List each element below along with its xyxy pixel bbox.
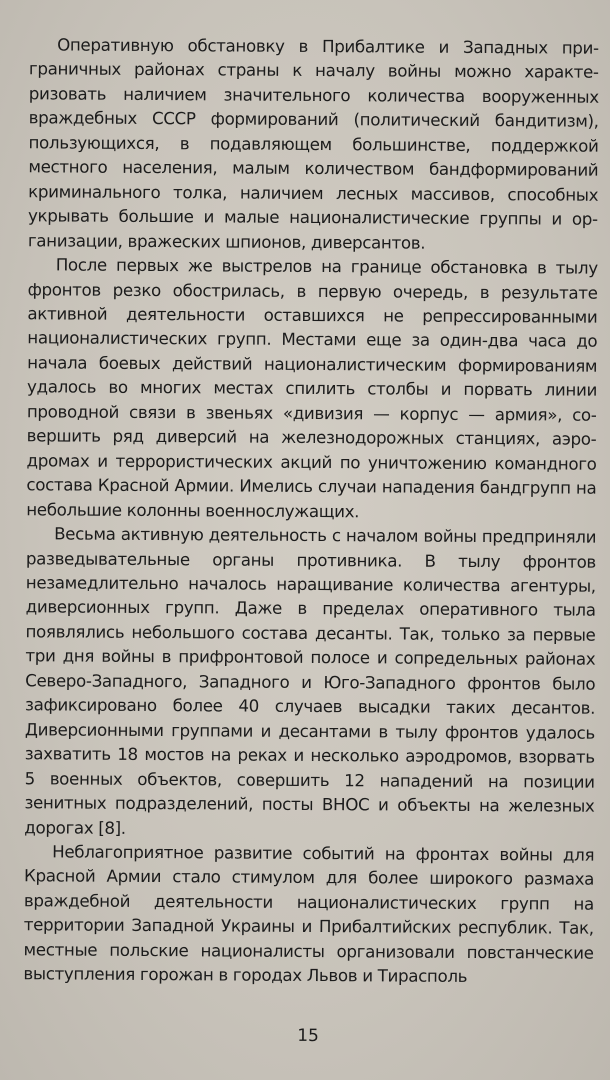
paragraph-2: После первых же выстрелов на границе обстановка в тылу фронтов резко обострилась, в первую очередь, в результате активной деятельности оставшихся не репрессированными националистических групп. Местами еще за один-два часа до начала боевых действий националистическим формированиям удалось во многих местах спилить столбы и порвать линии проводной связи в звеньях «дивизия — корпус — армия», совершить ряд диверсий на железнодорожных станциях, аэродромах и террористических акций по уничтожению командного состава Красной Армии. Имелись случаи нападения бандгрупп на небольшие колонны военнослужащих.	[26, 254, 598, 521]
page-number: 15	[297, 1025, 319, 1047]
paragraph-1: Оперативную обстановку в Прибалтике и Западных приграничных районах страны к началу войны можно характеризовать наличием значительного количества вооруженных враждебных СССР формирований (политический бандитизм), пользующихся, в подавляющем большинстве, поддержкой местного населения, малым количеством бандформирований криминального толка, наличием лесных массивов, способных укрывать большие и малые националистические группы и организации, вражеских шпионов, диверсантов.	[27, 34, 600, 253]
paragraph-4: Неблагоприятное развитие событий на фронтах войны для Красной Армии стало стимулом для более широкого размаха враждебной деятельности националистических групп на территории Западной Украины и Прибалтийских республик. Так, местные польские националисты организовали повстанческие выступления горожан в городах Львов и Тирасполь	[23, 841, 595, 987]
book-page	[23, 32, 599, 1075]
paragraph-3: Весьма активную деятельность с началом войны предприняли разведывательные органы противника. В тылу фронтов незамедлительно началось наращивание количества агентуры, диверсионных групп. Даже в пределах оперативного тыла появлялись небольшого состава десанты. Так, только за первые три дня войны в прифронтовой полосе и сопредельных районах Северо-Западного, Западного и Юго-Западного фронтов было зафиксировано более 40 случаев высадки таких десантов. Диверсионными группами и десантами в тылу фронтов удалось захватить 18 мостов на реках и несколько аэродромов, взорвать 5 военных объектов, совершить 12 нападений на позиции зенитных подразделений, посты ВНОС и объекты на железных дорогах [8].	[24, 523, 597, 838]
